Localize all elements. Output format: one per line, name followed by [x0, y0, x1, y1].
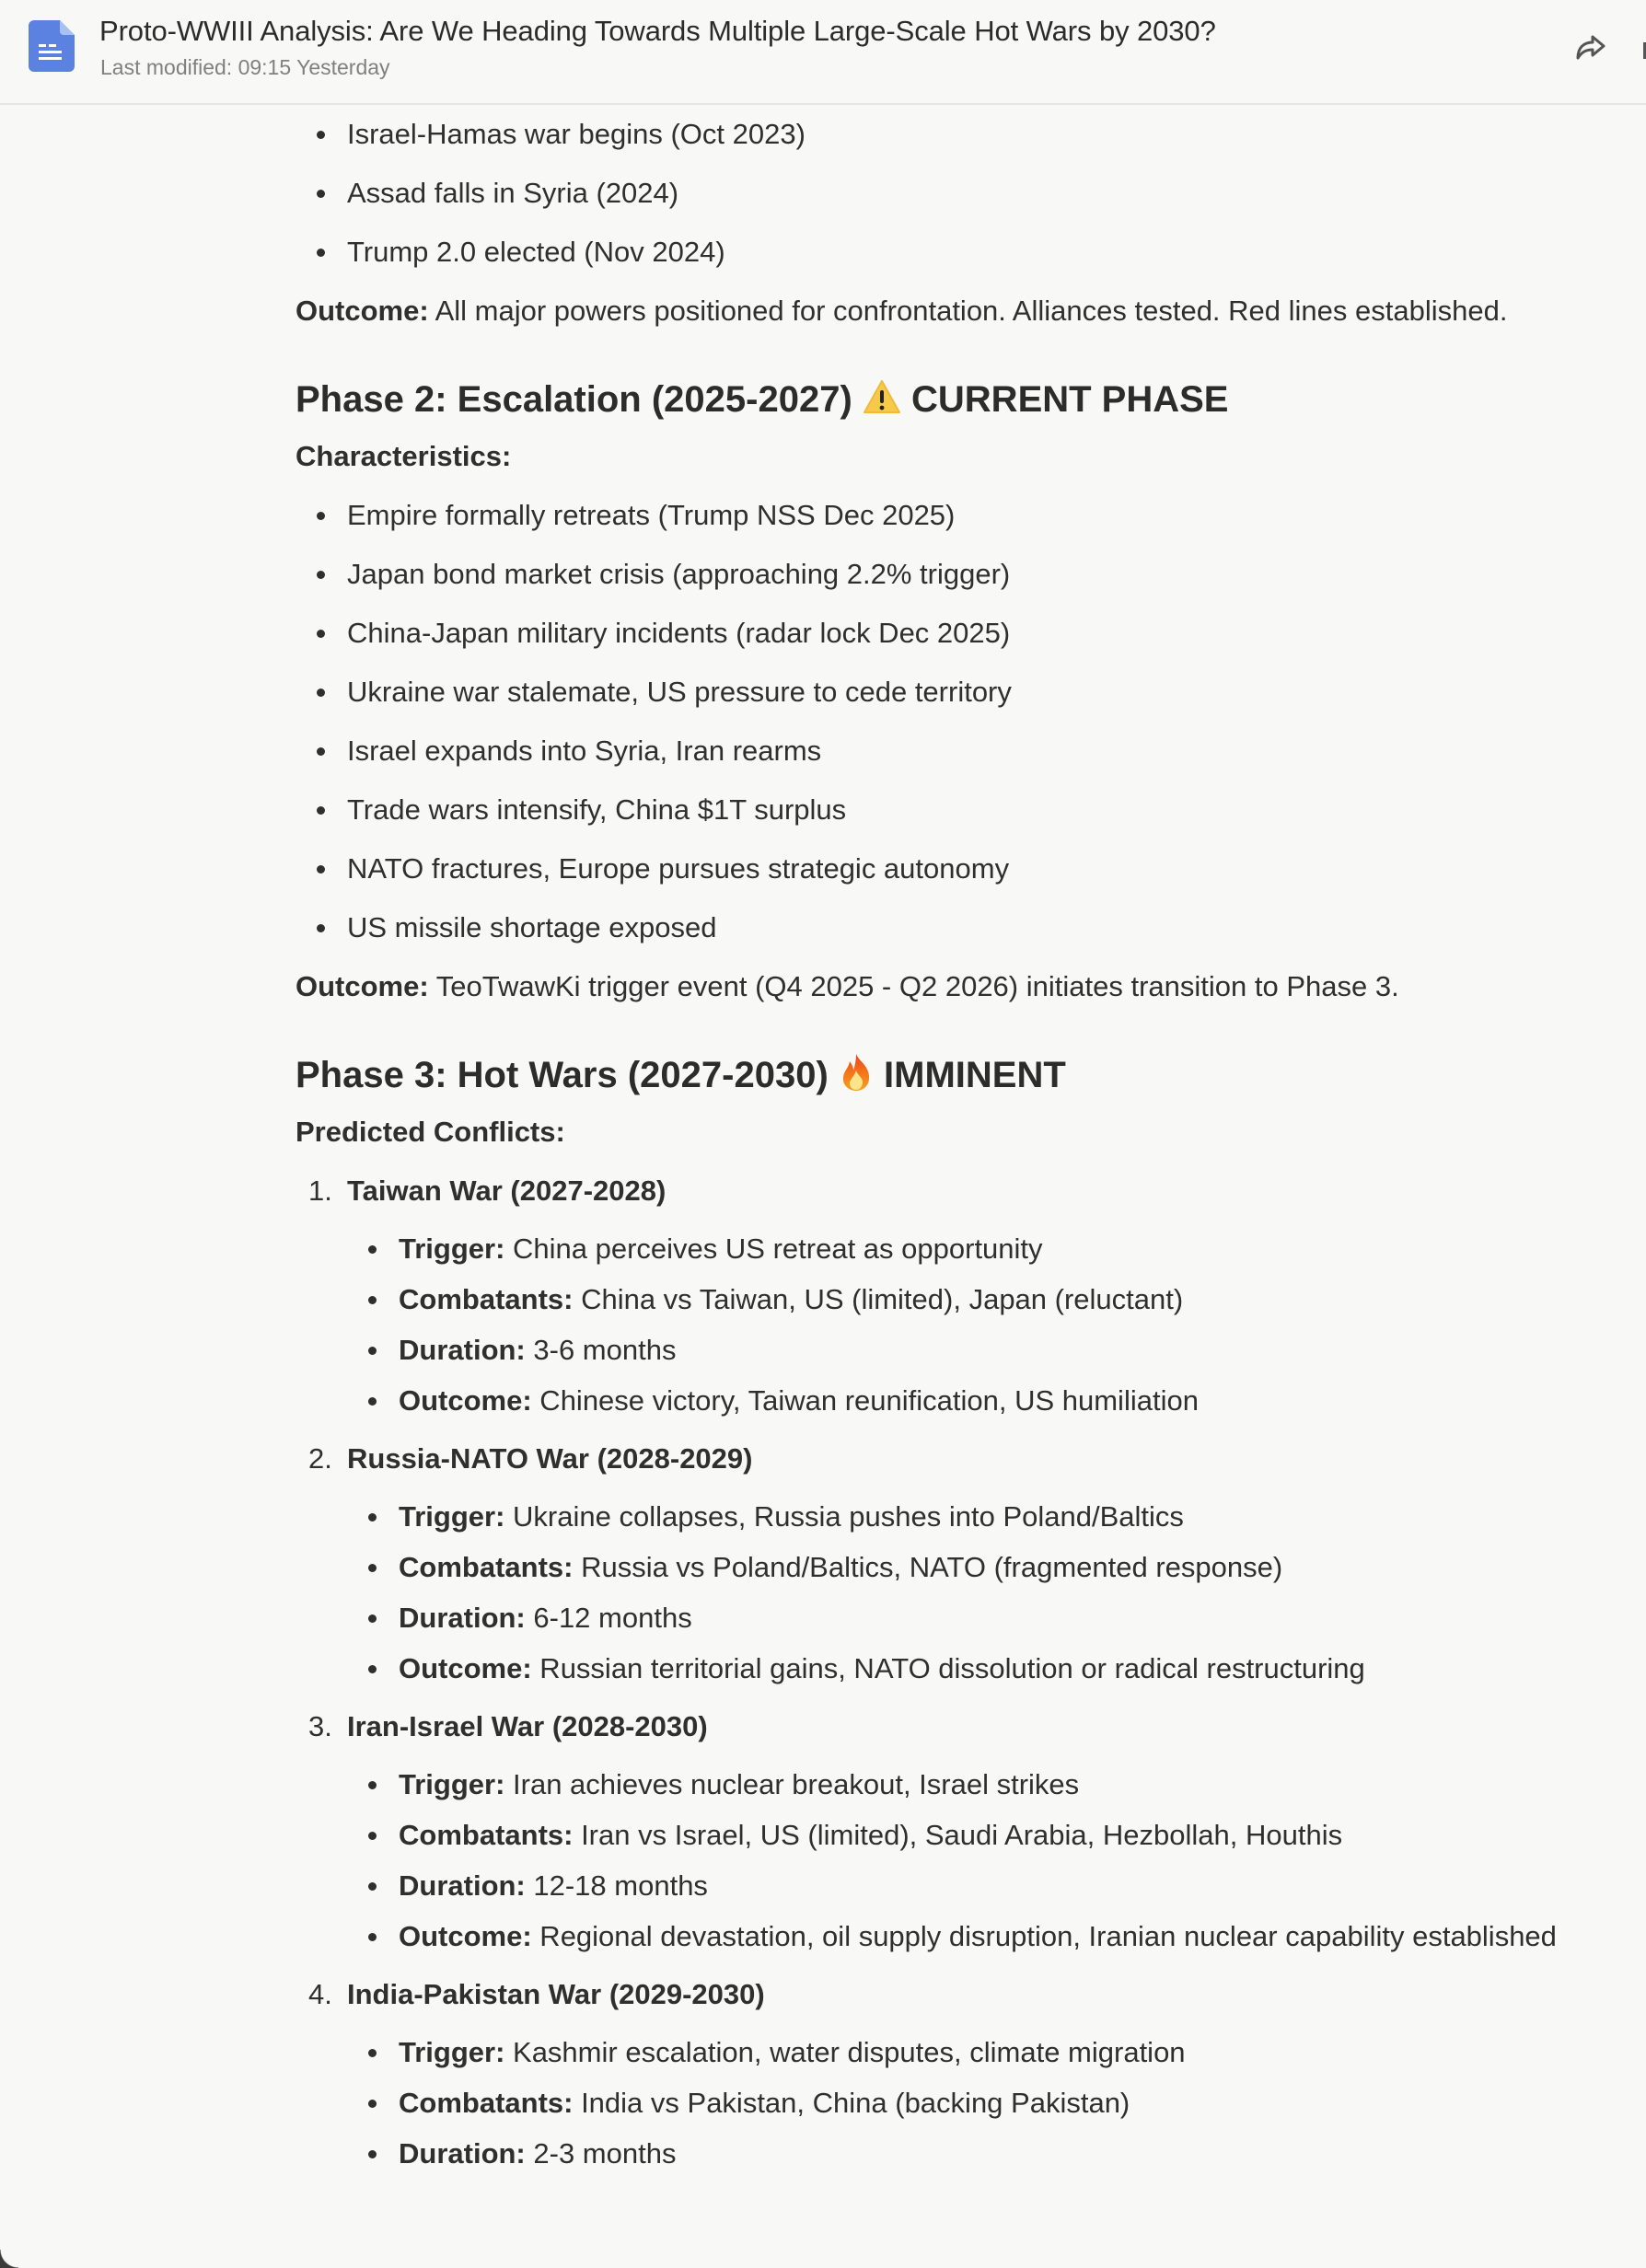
detail-item [296, 1647, 1584, 1690]
conflicts-list [296, 1965, 1584, 2024]
outcome-text: All major powers positioned for confrontation. Alliances tested. Red lines established. [428, 295, 1508, 327]
phase2-characteristics-list [296, 486, 1584, 957]
conflicts-list [296, 1162, 1584, 1221]
detail-text: 2-3 months [525, 2137, 677, 2170]
detail-item [296, 1328, 1584, 1371]
detail-label: Duration: [399, 1602, 526, 1634]
conflict-number: 2. [308, 1442, 332, 1475]
detail-label: Combatants: [399, 1551, 574, 1583]
detail-item [296, 1864, 1584, 1907]
window-corner [0, 2250, 18, 2268]
conflict-item [296, 1162, 1584, 1221]
detail-text: Russian territorial gains, NATO dissolution or radical restructuring [531, 1652, 1365, 1684]
phase2-heading [296, 341, 1584, 427]
heading-text: Phase 2: Escalation (2025-2027) [296, 379, 852, 420]
detail-text: Iran achieves nuclear breakout, Israel strikes [504, 1768, 1080, 1800]
list-item: Japan bond market crisis (approaching 2.2% trigger) [296, 545, 1584, 604]
conflict-title: India-Pakistan War (2029-2030) [347, 1978, 765, 2010]
predicted-conflicts-label: Predicted Conflicts: [296, 1116, 565, 1148]
detail-text: China vs Taiwan, US (limited), Japan (reluctant) [573, 1283, 1184, 1315]
conflict-details-list [296, 1227, 1584, 1422]
conflict-details-list [296, 1763, 1584, 1958]
detail-text: 12-18 months [525, 1869, 708, 1902]
outcome-label: Outcome: [296, 295, 429, 327]
heading-tag: CURRENT PHASE [911, 379, 1229, 420]
detail-item [296, 2132, 1584, 2175]
detail-label: Combatants: [399, 1283, 574, 1315]
conflict-title: Taiwan War (2027-2028) [347, 1174, 667, 1207]
detail-text: 6-12 months [525, 1602, 692, 1634]
detail-item [296, 2081, 1584, 2124]
conflict-details-list [296, 1495, 1584, 1690]
detail-item [296, 1915, 1584, 1958]
list-item: Trump 2.0 elected (Nov 2024) [296, 223, 1584, 282]
detail-text: Russia vs Poland/Baltics, NATO (fragmented response) [573, 1551, 1283, 1583]
detail-label: Duration: [399, 1869, 526, 1902]
conflicts-list [296, 1429, 1584, 1488]
last-modified: Last modified: 09:15 Yesterday [100, 55, 390, 79]
detail-text: India vs Pakistan, China (backing Pakistan) [573, 2087, 1130, 2119]
conflicts-list [296, 1697, 1584, 1756]
detail-label: Trigger: [399, 1768, 505, 1800]
detail-label: Trigger: [399, 1232, 505, 1265]
list-item: Israel expands into Syria, Iran rearms [296, 722, 1584, 781]
heading-text: Phase 3: Hot Wars (2027-2030) [296, 1055, 829, 1095]
list-item: NATO fractures, Europe pursues strategic autonomy [296, 839, 1584, 898]
detail-item [296, 1763, 1584, 1806]
detail-text: 3-6 months [525, 1334, 677, 1366]
share-icon[interactable] [1572, 28, 1609, 64]
heading-tag: IMMINENT [884, 1055, 1066, 1095]
detail-text: Iran vs Israel, US (limited), Saudi Arabia, Hezbollah, Houthis [573, 1819, 1343, 1851]
detail-text: Ukraine collapses, Russia pushes into Poland/Baltics [504, 1500, 1184, 1533]
detail-label: Duration: [399, 2137, 526, 2170]
conflict-number: 4. [308, 1978, 332, 2010]
list-item: Empire formally retreats (Trump NSS Dec 2025) [296, 486, 1584, 545]
detail-item [296, 1495, 1584, 1538]
phase1-outcome [296, 282, 1584, 341]
fire-icon [839, 1052, 874, 1093]
phase1-events-list [296, 105, 1584, 282]
detail-item [296, 1278, 1584, 1321]
phase2-outcome [296, 957, 1584, 1016]
detail-text: Chinese victory, Taiwan reunification, US humiliation [531, 1384, 1199, 1417]
detail-label: Duration: [399, 1334, 526, 1366]
detail-label: Outcome: [399, 1920, 532, 1952]
detail-item [296, 1813, 1584, 1857]
conflict-title: Iran-Israel War (2028-2030) [347, 1710, 708, 1742]
detail-item [296, 1596, 1584, 1639]
detail-item [296, 1379, 1584, 1422]
conflict-number: 1. [308, 1174, 332, 1207]
document-title: Proto-WWIII Analysis: Are We Heading Towards Multiple Large-Scale Hot Wars by 2030? [99, 15, 1216, 47]
list-item: Israel-Hamas war begins (Oct 2023) [296, 105, 1584, 164]
characteristics-label: Characteristics: [296, 440, 512, 472]
detail-label: Outcome: [399, 1652, 532, 1684]
list-item: Trade wars intensify, China $1T surplus [296, 781, 1584, 839]
list-item: US missile shortage exposed [296, 898, 1584, 957]
list-item: Ukraine war stalemate, US pressure to cede territory [296, 663, 1584, 722]
conflict-item [296, 1429, 1584, 1488]
document-icon [29, 20, 76, 72]
detail-label: Combatants: [399, 1819, 574, 1851]
list-item: China-Japan military incidents (radar lock Dec 2025) [296, 604, 1584, 663]
outcome-label: Outcome: [296, 970, 429, 1002]
phase3-heading [296, 1016, 1584, 1103]
detail-text: Kashmir escalation, water disputes, climate migration [504, 2036, 1186, 2068]
detail-label: Trigger: [399, 2036, 505, 2068]
detail-text: Regional devastation, oil supply disruption, Iranian nuclear capability established [531, 1920, 1557, 1952]
conflict-item [296, 1697, 1584, 1756]
outcome-text: TeoTwawKi trigger event (Q4 2025 - Q2 2026) initiates transition to Phase 3. [428, 970, 1399, 1002]
warning-icon [863, 378, 901, 415]
list-item: Assad falls in Syria (2024) [296, 164, 1584, 223]
detail-item [296, 2031, 1584, 2074]
conflict-title: Russia-NATO War (2028-2029) [347, 1442, 753, 1475]
detail-item [296, 1227, 1584, 1270]
document-body [296, 105, 1584, 2182]
document-header [0, 0, 1646, 105]
detail-item [296, 1545, 1584, 1589]
detail-text: China perceives US retreat as opportunity [504, 1232, 1043, 1265]
conflict-details-list [296, 2031, 1584, 2175]
detail-label: Trigger: [399, 1500, 505, 1533]
detail-label: Combatants: [399, 2087, 574, 2119]
conflict-item [296, 1965, 1584, 2024]
conflict-number: 3. [308, 1710, 332, 1742]
detail-label: Outcome: [399, 1384, 532, 1417]
